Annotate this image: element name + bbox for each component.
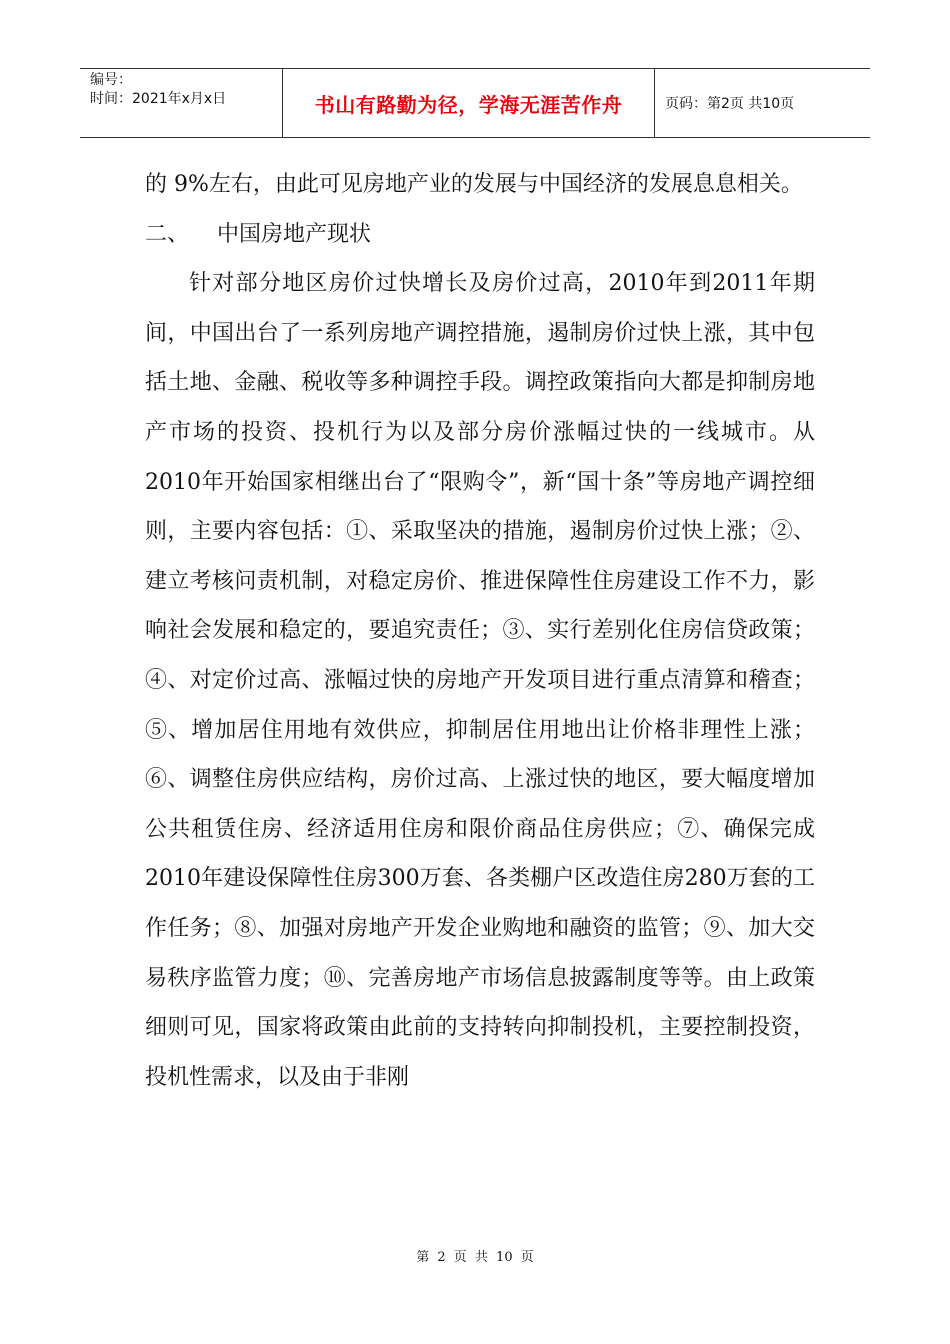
document-number-label: 编号： [90,72,132,88]
document-body [145,160,815,1102]
header-meta-cell [80,69,283,137]
header-motto: 书山有路勤为径，学海无涯苦作舟 [314,92,623,117]
section-heading: 二、 中国房地产现状 [145,221,371,247]
body-paragraph: 针对部分地区房价过快增长及房价过高，2010年到2011年期间，中国出台了一系列房地产调控措施，遏制房价过快上涨，其中包括土地、金融、税收等多种调控手段。调控政策指向大都是抑制房地产市场的投资、投机行为以及部分房价涨幅过快的一线城市。从2010年开始国家相继出台了“限购令”，新“国十条”等房地产调控细则，主要内容包括：①、采取坚决的措施，遏制房价过快上涨；②、建立考核问责机制，对稳定房价、推进保障性住房建设工作不力，影响社会发展和稳定的，要追究责任；③、实行差别化住房信贷政策；④、对定价过高、涨幅过快的房地产开发项目进行重点清算和稽查；⑤、增加居住用地有效供应，抑制居住用地出让价格非理性上涨；⑥、调整住房供应结构，房价过高、上涨过快的地区，要大幅度增加公共租赁住房、经济适用住房和限价商品住房供应；⑦、确保完成2010年建设保障性住房300万套、各类棚户区改造住房280万套的工作任务；⑧、加强对房地产开发企业购地和融资的监管；⑨、加大交易秩序监管力度；⑩、完善房地产市场信息披露制度等等。由上政策细则可见，国家将政策由此前的支持转向抑制投机，主要控制投资，投机性需求，以及由于非刚 [145,271,815,1090]
header-motto-cell [283,69,655,137]
footer-page-number: 第 2 页 共 10 页 [416,1250,534,1265]
document-date-label: 时间：2021年x月x日 [90,91,227,107]
continuation-paragraph: 的 9%左右，由此可见房地产业的发展与中国经济的发展息息相关。 [145,172,803,197]
header-page-info: 页码：第2页 共10页 [665,96,795,112]
page-footer [0,1246,950,1265]
page-header [80,68,870,138]
header-page-cell [655,69,870,137]
